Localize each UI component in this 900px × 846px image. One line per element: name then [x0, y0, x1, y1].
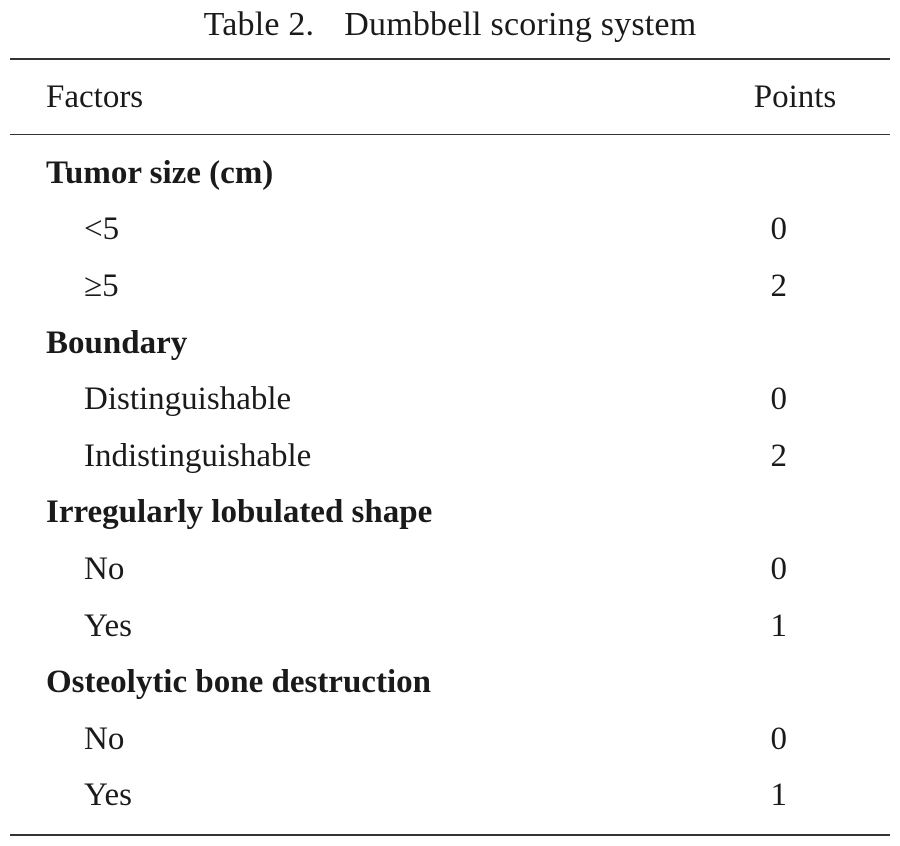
table-body: [10, 135, 890, 834]
group-title: Irregularly lobulated shape: [46, 494, 433, 531]
table-row: [10, 202, 890, 259]
points-value: 0: [770, 381, 787, 418]
group-row-irregular-shape: [10, 485, 890, 542]
factor-label: <5: [84, 211, 120, 248]
points-value: 0: [770, 550, 787, 587]
group-row-boundary: [10, 315, 890, 372]
table-row: [10, 768, 890, 825]
table-row: [10, 711, 890, 768]
table-title: Dumbbell scoring system: [344, 6, 697, 43]
points-value: 1: [770, 777, 787, 814]
table-row: [10, 258, 890, 315]
points-value: 2: [770, 267, 787, 304]
group-title: Tumor size (cm): [46, 154, 274, 191]
table-row: [10, 428, 890, 485]
factor-label: ≥5: [84, 267, 119, 304]
points-value: 2: [770, 437, 787, 474]
factor-label: No: [84, 550, 125, 587]
points-value: 0: [770, 211, 787, 248]
table-row: [10, 541, 890, 598]
scoring-table: [10, 0, 890, 836]
group-title: Osteolytic bone destruction: [46, 664, 431, 701]
table-row: [10, 598, 890, 655]
table-caption: [10, 0, 890, 58]
group-row-osteolytic: [10, 654, 890, 711]
points-value: 1: [770, 607, 787, 644]
factor-label: No: [84, 720, 125, 757]
points-value: 0: [770, 720, 787, 757]
group-title: Boundary: [46, 324, 188, 361]
factor-label: Indistinguishable: [84, 437, 312, 474]
factor-label: Yes: [84, 777, 133, 814]
header-points: Points: [753, 78, 837, 115]
bottom-rule: [10, 834, 890, 836]
factor-label: Distinguishable: [84, 381, 292, 418]
table-header-row: [10, 60, 890, 134]
factor-label: Yes: [84, 607, 133, 644]
table-number: Table 2.: [203, 6, 315, 43]
group-row-tumor-size: [10, 145, 890, 202]
table-row: [10, 371, 890, 428]
header-factors: Factors: [46, 78, 144, 115]
